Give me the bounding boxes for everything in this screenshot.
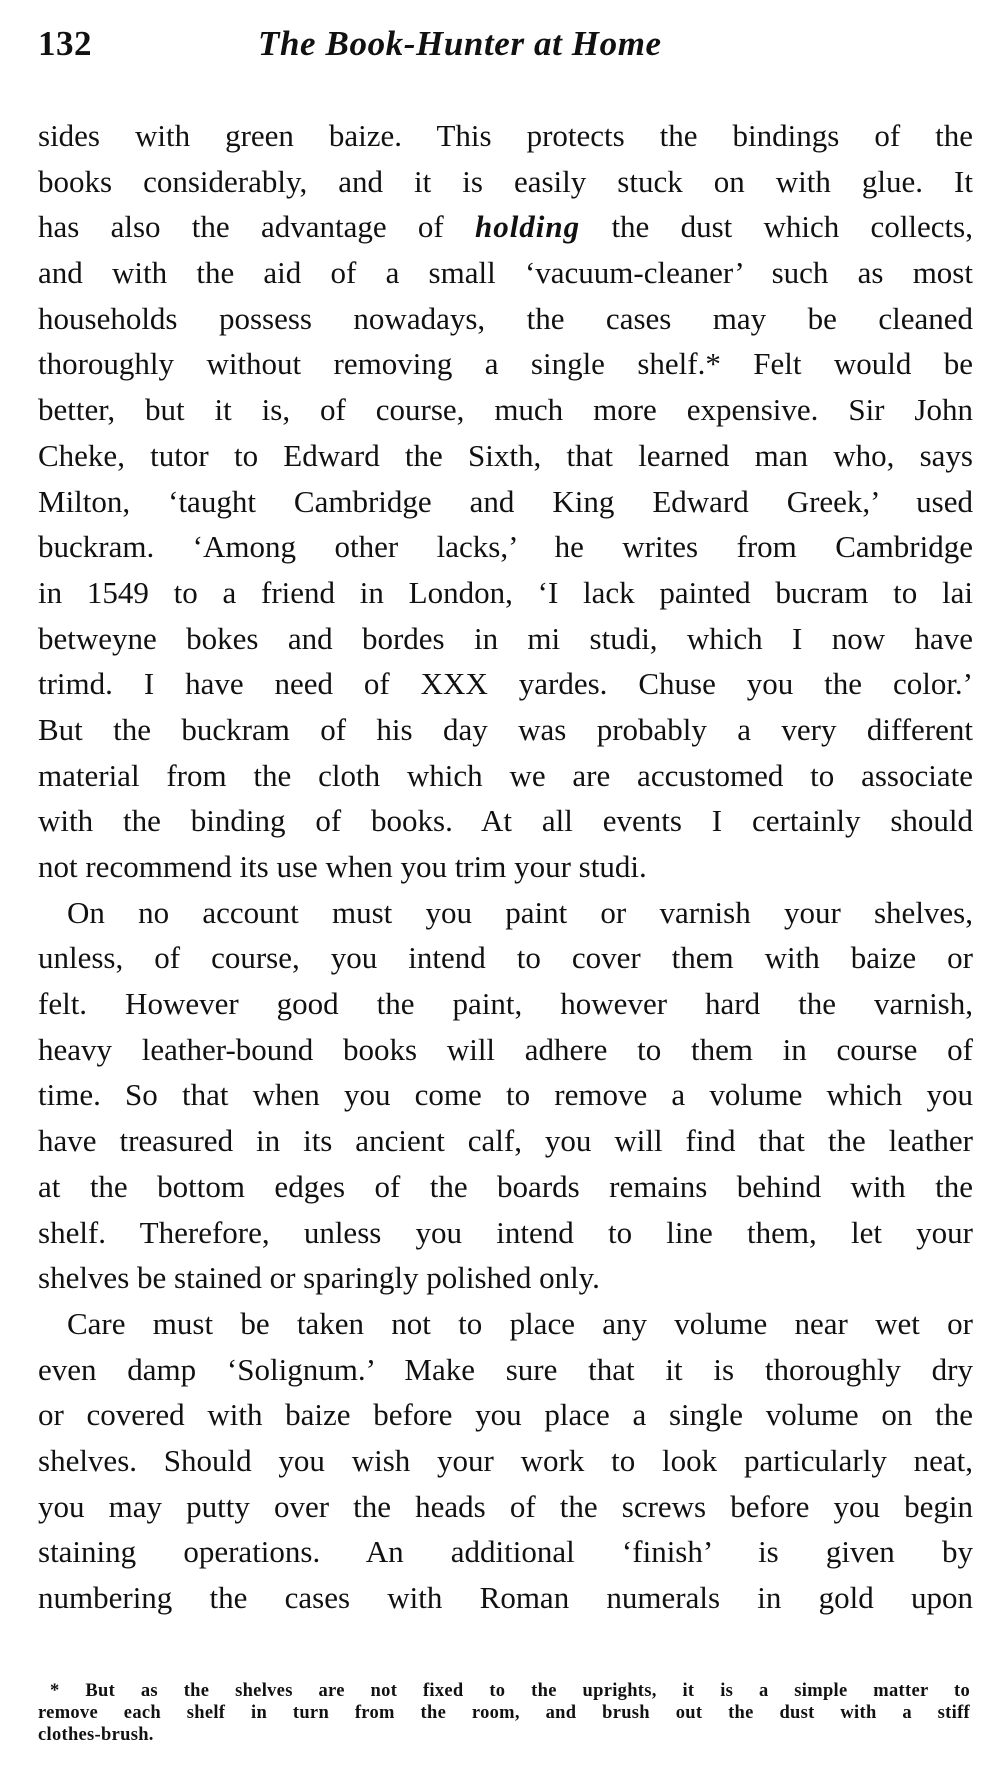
text-segment: has also the advantage of [38,209,475,245]
page-number: 132 [38,24,92,63]
footnote-line: clothes-brush. [38,1725,154,1745]
text-line: books considerably, and it is easily stuck on with glue. It [38,163,973,199]
text-line: material from the cloth which we are accustomed to associate [38,757,973,793]
text-line: not recommend its use when you trim your studi. [38,849,647,884]
text-line: you may putty over the heads of the screws before you begin [38,1488,973,1524]
text-line: Cheke, tutor to Edward the Sixth, that learned man who, says [38,437,973,473]
text-line: unless, of course, you intend to cover them with baize or [38,940,973,976]
text-line: in 1549 to a friend in London, ‘I lack painted bucram to lai [38,574,973,610]
text-line: time. So that when you come to remove a volume which you [38,1077,973,1113]
footnote-line: * But as the shelves are not fixed to the uprights, it is a simple matter to [50,1681,970,1701]
text-line: numbering the cases with Roman numerals in gold upon [38,1580,973,1615]
text-line: Milton, ‘taught Cambridge and King Edward Greek,’ used [38,483,973,519]
text-line: Care must be taken not to place any volume near wet or [67,1305,973,1341]
text-line: heavy leather-bound books will adhere to them in course of [38,1031,973,1067]
text-line: households possess nowadays, the cases may be cleaned [38,300,973,336]
text-line [38,204,973,250]
text-line: sides with green baize. This protects the bindings of the [38,118,973,153]
text-segment: the dust which collects, [580,209,973,245]
text-line: But the buckram of his day was probably a very different [38,711,973,747]
text-line: thoroughly without removing a single shelf.* Felt would be [38,346,973,382]
text-line: On no account must you paint or varnish your shelves, [67,894,973,930]
text-line: at the bottom edges of the boards remains behind with the [38,1168,973,1204]
footnote-line: remove each shelf in turn from the room, and brush out the dust with a stiff [38,1703,970,1723]
text-line: or covered with baize before you place a single volume on the [38,1397,973,1433]
footnote [38,1680,970,1746]
running-head [38,24,968,72]
text-line: even damp ‘Solignum.’ Make sure that it is thoroughly dry [38,1351,973,1387]
text-line: better, but it is, of course, much more expensive. Sir John [38,392,973,428]
body-text [38,113,973,1621]
text-line: shelf. Therefore, unless you intend to line them, let your [38,1214,973,1250]
text-line: betweyne bokes and bordes in mi studi, which I now have [38,620,973,656]
emphasis-word: holding [474,209,581,245]
text-line: shelves. Should you wish your work to look particularly neat, [38,1442,973,1478]
text-line: buckram. ‘Among other lacks,’ he writes from Cambridge [38,529,973,565]
running-title: The Book-Hunter at Home [258,24,662,63]
text-line: have treasured in its ancient calf, you will find that the leather [38,1123,973,1159]
text-line: shelves be stained or sparingly polished only. [38,1260,600,1296]
text-line: and with the aid of a small ‘vacuum-cleaner’ such as most [38,255,973,291]
text-line: trimd. I have need of XXX yardes. Chuse you the color.’ [38,666,973,702]
text-line: felt. However good the paint, however hard the varnish, [38,986,973,1022]
text-line: staining operations. An additional ‘finish’ is given by [38,1534,973,1570]
text-line: with the binding of books. At all events I certainly should [38,803,973,839]
